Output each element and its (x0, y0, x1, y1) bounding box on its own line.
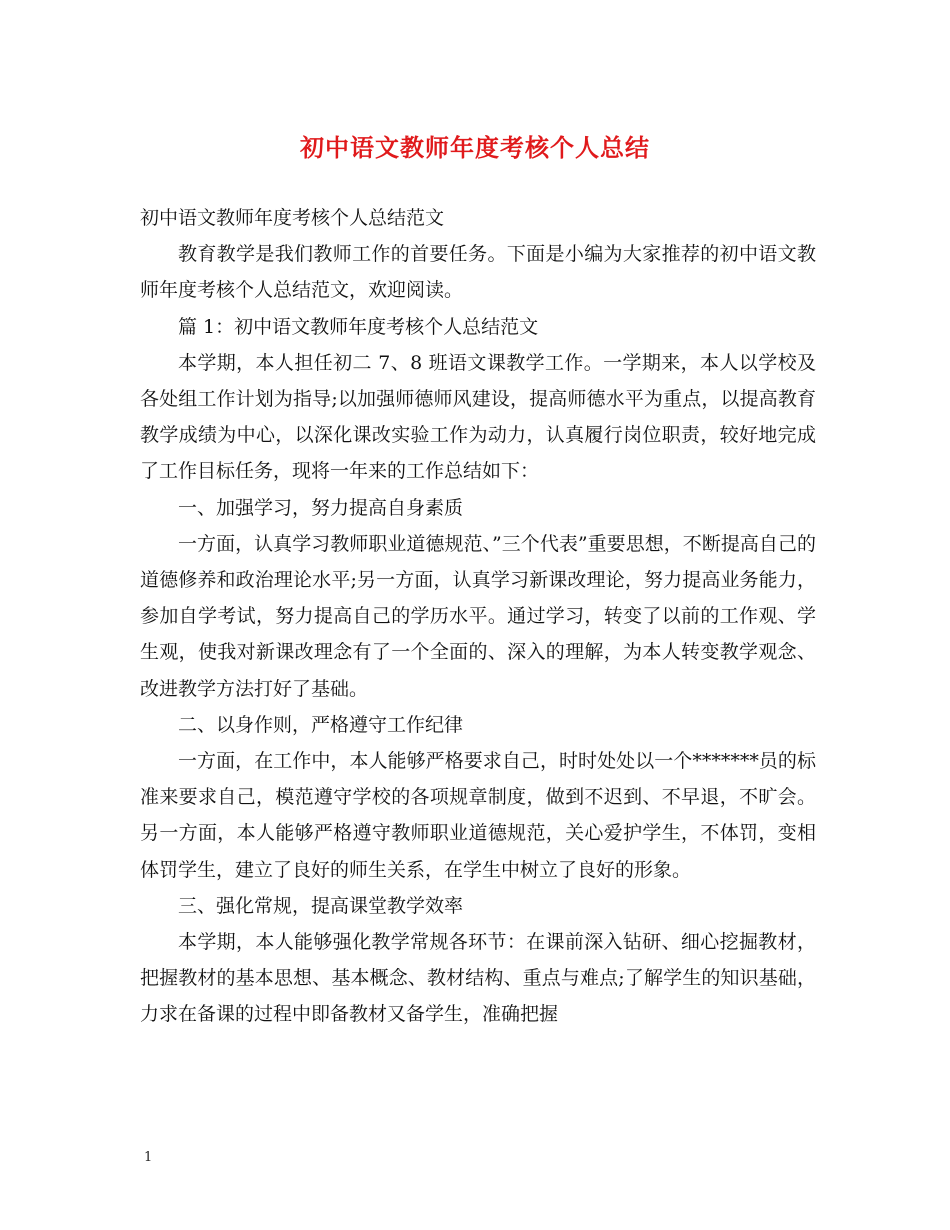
document-body (140, 200, 816, 1033)
chapter-heading: 篇 1：初中语文教师年度考核个人总结范文 (178, 315, 539, 338)
body-paragraph: 一方面，在工作中，本人能够严格要求自己，时时处处以一个*******员的标准来要求自己，模范遵守学校的各项规章制度，做到不迟到、不早退，不旷会。另一方面，本人能够严格遵守教师职业道德规范，关心爱护学生，不体罚，变相体罚学生，建立了良好的师生关系，在学生中树立了良好的形象。 (140, 750, 816, 881)
body-paragraph: 本学期，本人能够强化教学常规各环节：在课前深入钻研、细心挖掘教材，把握教材的基本思想、基本概念、教材结构、重点与难点;了解学生的知识基础，力求在备课的过程中即备教材又备学生，准确把握 (140, 931, 816, 1026)
body-paragraph: 一方面，认真学习教师职业道德规范、”三个代表”重要思想，不断提高自己的道德修养和政治理论水平;另一方面，认真学习新课改理论，努力提高业务能力，参加自学考试，努力提高自己的学历水平。通过学习，转变了以前的工作观、学生观，使我对新课改理念有了一个全面的、深入的理解，为本人转变教学观念、改进教学方法打好了基础。 (140, 532, 816, 700)
intro-paragraph: 教育教学是我们教师工作的首要任务。下面是小编为大家推荐的初中语文教师年度考核个人总结范文，欢迎阅读。 (140, 243, 816, 302)
page-number: 1 (144, 1150, 153, 1165)
subtitle-paragraph: 初中语文教师年度考核个人总结范文 (140, 207, 445, 229)
document-title: 初中语文教师年度考核个人总结 (300, 133, 650, 162)
section-heading: 三、强化常规，提高课堂教学效率 (178, 894, 464, 917)
section-heading: 二、以身作则，严格遵守工作纪律 (178, 713, 464, 736)
section-heading: 一、加强学习，努力提高自身素质 (178, 496, 464, 519)
body-paragraph: 本学期，本人担任初二 7、8 班语文课教学工作。一学期来，本人以学校及各处组工作计划为指导;以加强师德师风建设，提高师德水平为重点，以提高教育教学成绩为中心，以深化课改实验工作为动力，认真履行岗位职责，较好地完成了工作目标任务，现将一年来的工作总结如下： (140, 351, 816, 483)
